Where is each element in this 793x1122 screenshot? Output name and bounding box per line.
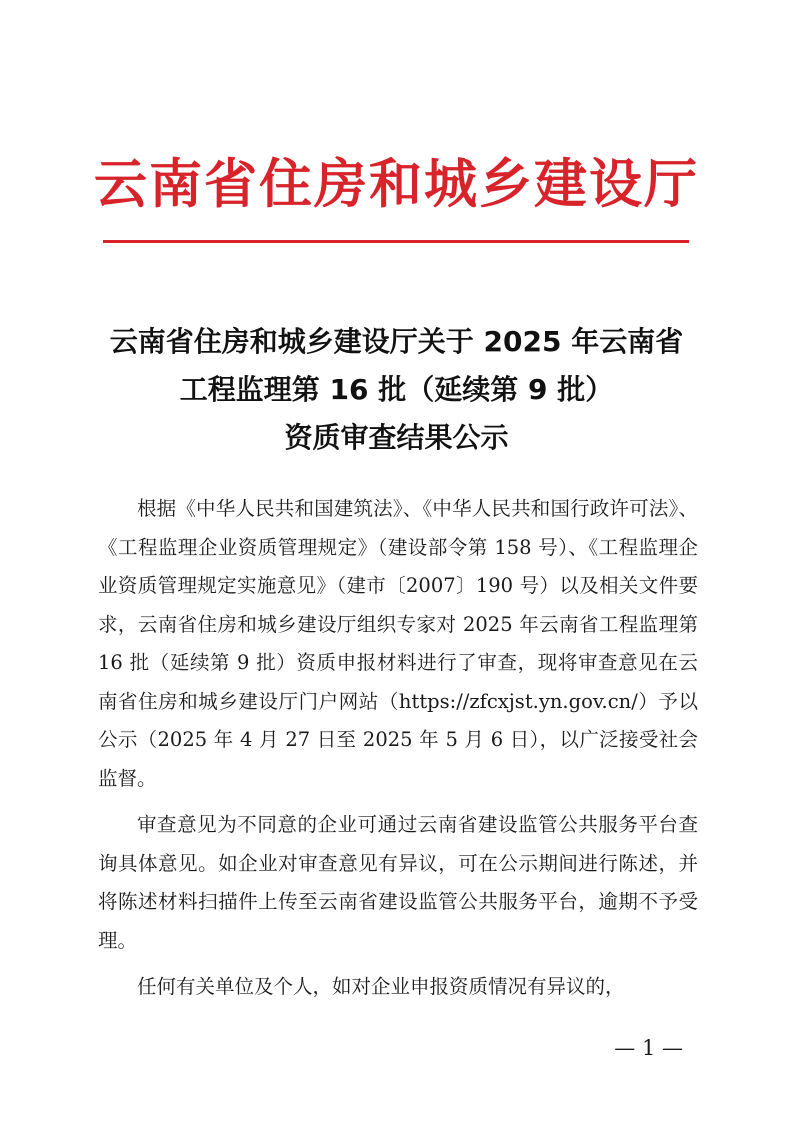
title-line-3: 资质审查结果公示: [284, 421, 509, 454]
document-title: [80, 318, 713, 462]
body-paragraph-2: 审查意见为不同意的企业可通过云南省建设监管公共服务平台查询具体意见。如企业对审查意见有异议，可在公示期间进行陈述，并将陈述材料扫描件上传至云南省建设监管公共服务平台，逾期不予受理。: [98, 813, 698, 952]
document-body: [98, 490, 698, 1015]
page-number: — 1 —: [614, 1036, 683, 1060]
red-header-rule: [103, 240, 689, 243]
issuing-organization-header: 云南省住房和城乡建设厅: [94, 154, 699, 215]
body-paragraph-3: 任何有关单位及个人，如对企业申报资质情况有异议的，: [137, 975, 625, 998]
body-paragraph-1: 根据《中华人民共和国建筑法》、《中华人民共和国行政许可法》、《工程监理企业资质管理规定》（建设部令第 158 号）、《工程监理企业资质管理规定实施意见》（建市〔2007〕190 号）以及相关文件要求，云南省住房和城乡建设厅组织专家对 2025 年云南省工程监理第 16 批（延续第 9 批）资质申报材料进行了审查，现将审查意见在云南省住房和城乡建设厅门户网站（https://zfcxjst.yn.gov.cn/）予以公示（2025 年 4 月 27 日至 2025 年 5 月 6 日），以广泛接受社会监督。: [98, 497, 698, 790]
title-line-1: 云南省住房和城乡建设厅关于 2025 年云南省: [109, 325, 684, 358]
title-line-2: 工程监理第 16 批（延续第 9 批）: [179, 373, 614, 406]
